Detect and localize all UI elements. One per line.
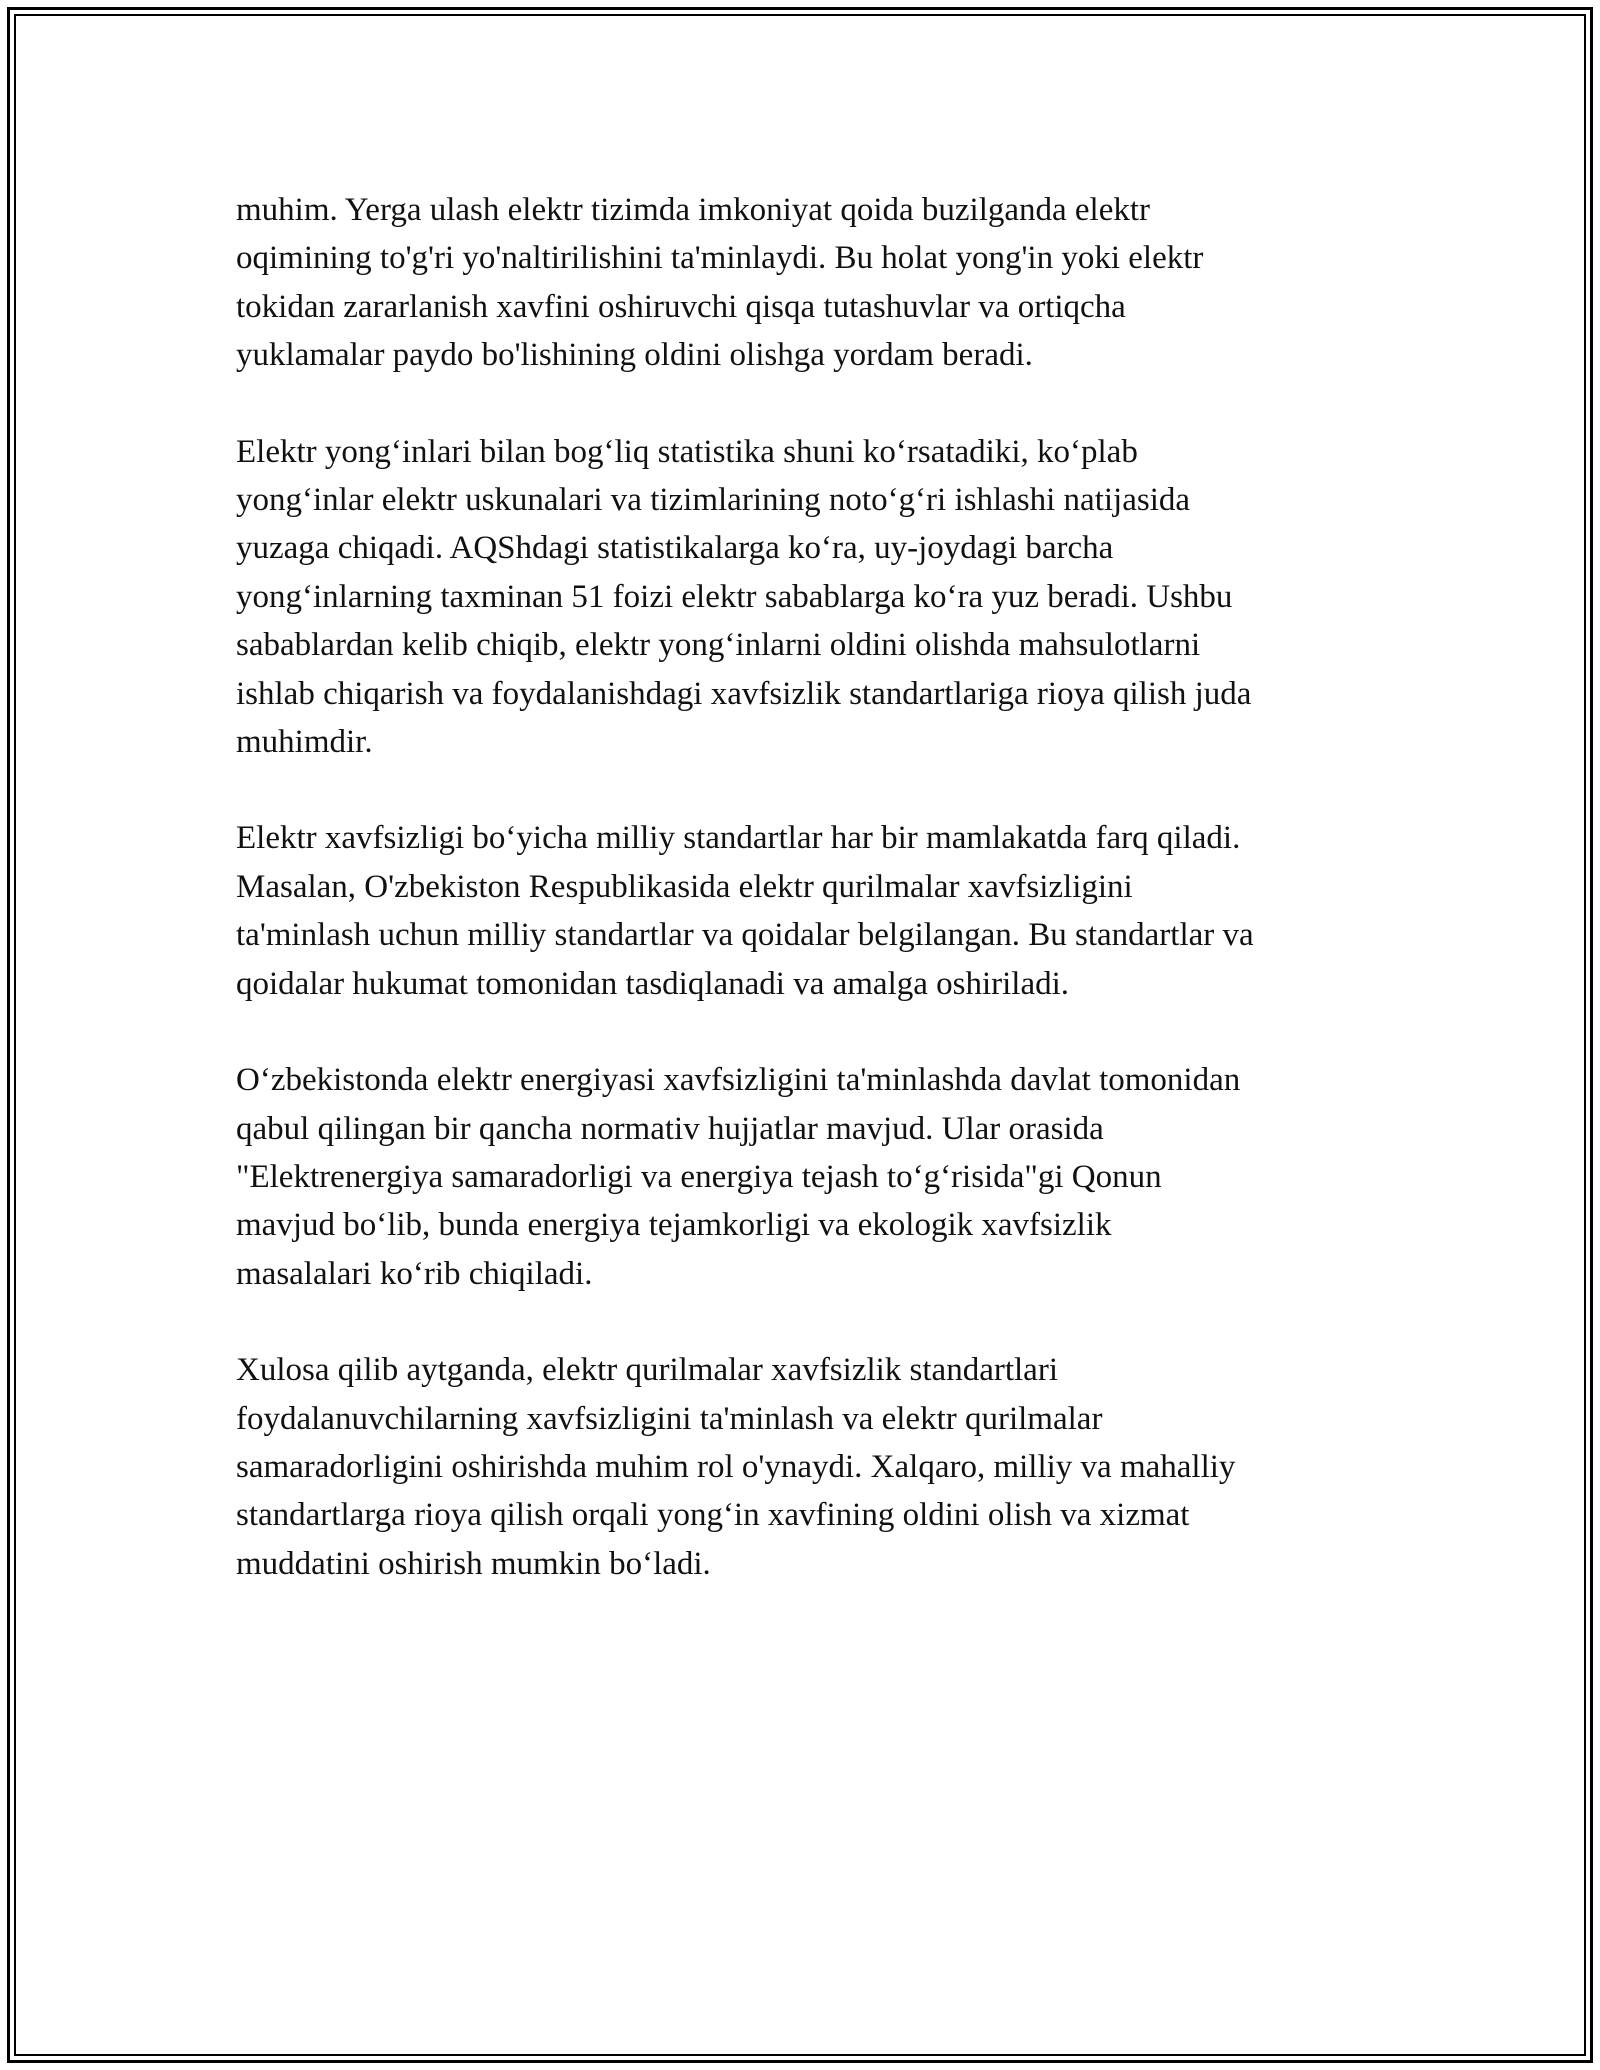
paragraph-national-standards: Elektr xavfsizligi bo‘yicha milliy standartlar har bir mamlakatda farq qiladi. Masalan, O'zbekiston Respublikasida elektr qurilmalar xavfsizligini ta'minlash uchun milliy standartlar va qoidalar belgilangan. Bu standartlar va qoidalar hukumat tomonidan tasdiqlanadi va amalga oshiriladi.	[236, 820, 1254, 1002]
paragraph-conclusion: Xulosa qilib aytganda, elektr qurilmalar xavfsizlik standartlari foydalanuvchilarning xavfsizligini ta'minlash va elektr qurilmalar samaradorligini oshirishda muhim rol o'ynaydi. Xalqaro, milliy va mahalliy standartlarga rioya qilish orqali yong‘in xavfining oldini olish va xizmat muddatini oshirish mumkin bo‘ladi.	[236, 1352, 1236, 1582]
paragraph-grounding: muhim. Yerga ulash elektr tizimda imkoniyat qoida buzilganda elektr oqimining to'g'ri yo'naltirilishini ta'minlaydi. Bu holat yong'in yoki elektr tokidan zararlanish xavfini oshiruvchi qisqa tutashuvlar va ortiqcha yuklamalar paydo bo'lishining oldini olishga yordam beradi.	[236, 192, 1204, 374]
paragraph-fire-statistics: Elektr yong‘inlari bilan bog‘liq statistika shuni ko‘rsatadiki, ko‘plab yong‘inlar elektr uskunalari va tizimlarining noto‘g‘ri ishlashi natijasida yuzaga chiqadi. AQShdagi statistikalarga ko‘ra, uy-joydagi barcha yong‘inlarning taxminan 51 foizi elektr sabablarga ko‘ra yuz beradi. Ushbu sabablardan kelib chiqib, elektr yong‘inlarni oldini olishda mahsulotlarni ishlab chiqarish va foydalanishdagi xavfsizlik standartlariga rioya qilish juda muhimdir.	[236, 433, 1252, 761]
paragraph-uzbekistan-regulations: O‘zbekistonda elektr energiyasi xavfsizligini ta'minlashda davlat tomonidan qabul qilingan bir qancha normativ hujjatlar mavjud. Ular orasida "Elektrenergiya samaradorligi va energiya tejash to‘g‘risida"gi Qonun mavjud bo‘lib, bunda energiya tejamkorligi va ekologik xavfsizlik masalalari ko‘rib chiqiladi.	[236, 1062, 1241, 1292]
document-body	[236, 186, 1386, 1636]
